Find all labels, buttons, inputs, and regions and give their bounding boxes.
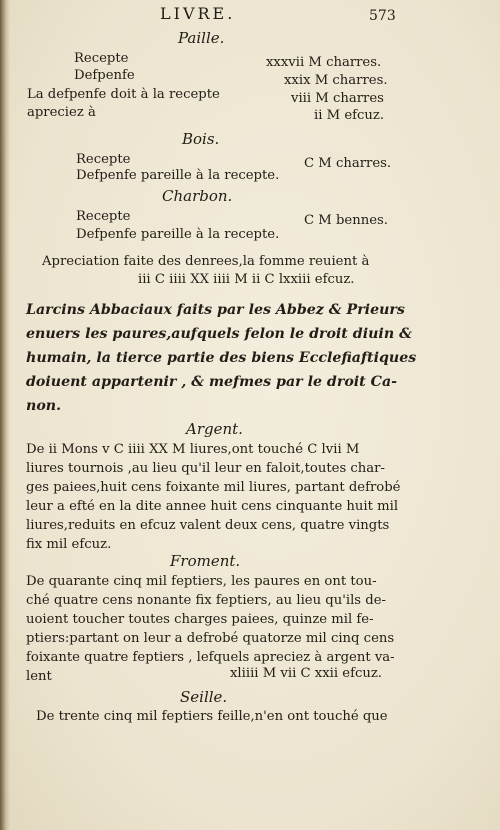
charbon-despense: Defpenfe pareille à la recepte. xyxy=(76,227,280,242)
heading-bois: Bois. xyxy=(182,130,220,148)
argent-line: ges paiees,huit cens foixante mil liures, partant defrobé xyxy=(26,480,401,495)
argent-line: fix mil efcuz. xyxy=(26,537,112,552)
heading-paille: Paille. xyxy=(178,29,225,47)
page-number: 573 xyxy=(369,8,396,24)
argent-line: De ii Mons v C iiii XX M liures,ont touché C lvii M xyxy=(26,442,360,457)
paille-note-1: La defpenfe doit à la recepte xyxy=(27,87,220,102)
argent-line: leur a efté en la dite annee huit cens cinquante huit mil xyxy=(26,499,399,514)
paille-amount-4: ii M efcuz. xyxy=(314,108,385,123)
froment-line: foixante quatre feptiers , lefquels apreciez à argent va- xyxy=(26,650,395,665)
apreciation-line-2: iii C iiii XX iiii M ii C lxxiii efcuz. xyxy=(138,272,355,287)
froment-total: xliiii M vii C xxii efcuz. xyxy=(230,666,382,681)
argent-line: liures,reduits en efcuz valent deux cens, quatre vingts xyxy=(26,518,390,533)
seille-line: De trente cinq mil feptiers feille,n'en ont touché que xyxy=(36,709,388,724)
paille-recepte: Recepte xyxy=(74,51,129,66)
larcins-line: humain, la tierce partie des biens Ecclefiaftiques xyxy=(26,350,417,366)
running-title: LIVRE. xyxy=(160,4,236,23)
apreciation-line-1: Apreciation faite des denrees,la fomme reuient à xyxy=(42,254,370,269)
charbon-recepte: Recepte xyxy=(76,209,131,224)
larcins-paragraph xyxy=(26,298,417,418)
paille-amount-1: xxxvii M charres. xyxy=(266,55,382,70)
heading-charbon: Charbon. xyxy=(162,187,233,205)
paille-amount-3: viii M charres xyxy=(291,91,384,106)
larcins-line: enuers les paures,aufquels felon le droit diuin & xyxy=(26,326,412,342)
bois-despense: Defpenfe pareille à la recepte. xyxy=(76,168,280,183)
bois-amount: C M charres. xyxy=(304,156,392,171)
paille-despense: Defpenfe xyxy=(74,68,135,83)
larcins-line: Larcins Abbaciaux faits par les Abbez & Prieurs xyxy=(26,302,405,318)
argent-paragraph xyxy=(26,440,401,554)
bois-recepte: Recepte xyxy=(76,152,131,167)
froment-line: De quarante cinq mil feptiers, les paures en ont tou- xyxy=(26,574,377,589)
froment-line: ptiers:partant on leur a defrobé quatorze mil cinq cens xyxy=(26,631,395,646)
argent-line: liures tournois ,au lieu qu'il leur en faloit,toutes char- xyxy=(26,461,385,476)
froment-line: ché quatre cens nonante fix feptiers, au lieu qu'ils de- xyxy=(26,593,386,608)
larcins-line: doiuent appartenir , & mefmes par le droit Ca- xyxy=(26,374,398,390)
froment-line: lent xyxy=(26,669,52,684)
heading-seille: Seille. xyxy=(180,688,228,706)
froment-line: uoient toucher toutes charges paiees, quinze mil fe- xyxy=(26,612,374,627)
heading-argent: Argent. xyxy=(186,420,243,438)
larcins-line: non. xyxy=(26,398,62,414)
paille-note-2: apreciez à xyxy=(27,105,96,120)
heading-froment: Froment. xyxy=(170,552,241,570)
charbon-amount: C M bennes. xyxy=(304,213,388,228)
page-gutter-shadow xyxy=(0,0,10,830)
paille-amount-2: xxix M charres. xyxy=(284,73,388,88)
